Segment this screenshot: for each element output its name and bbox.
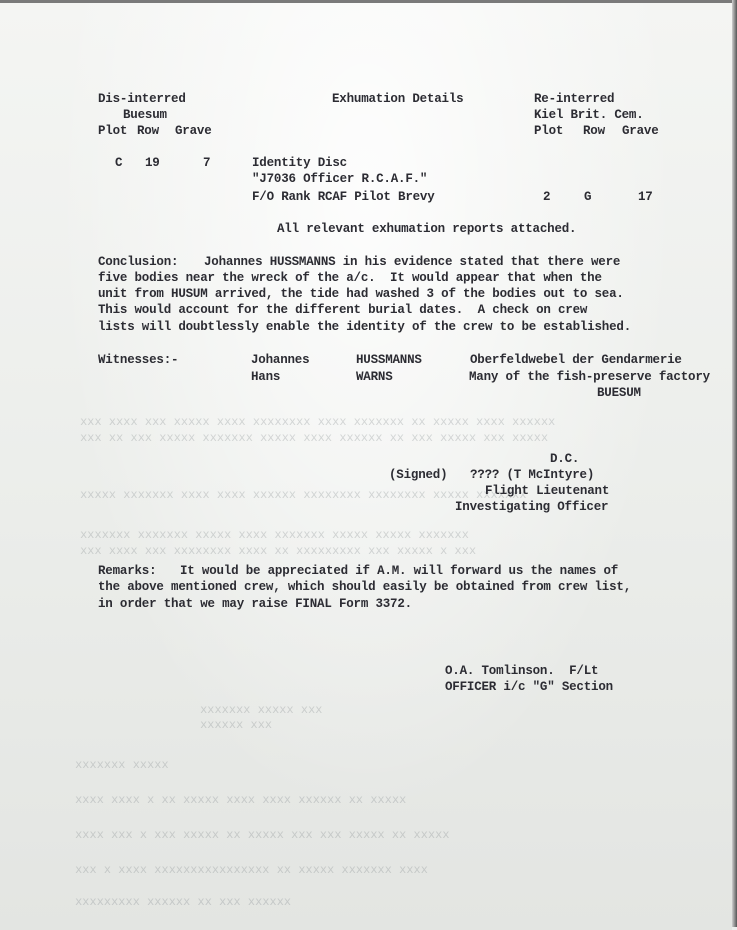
bleed-through-text: xxxxxx xxxx xxxxx xx xxxxxxx xxxx xxxxxxxx xxxx xxxxx xxx xxxx xxx [80, 415, 556, 429]
signatory-title: Investigating Officer [455, 500, 609, 514]
witnesses-label: Witnesses:- [98, 353, 179, 367]
bleed-through-text: xxx xxxxx xxxxxxx [200, 703, 323, 717]
detail-line: Identity Disc [252, 156, 347, 170]
witness-role: Many of the fish-preserve factory [469, 370, 710, 384]
signatory-name: ???? (T McIntyre) [470, 468, 595, 482]
witness-first-name: Johannes [251, 353, 310, 367]
witness-location: BUESUM [597, 386, 641, 400]
attached-note: All relevant exhumation reports attached. [277, 222, 577, 236]
witness-last-name: HUSSMANNS [356, 353, 422, 367]
witness-first-name: Hans [251, 370, 281, 384]
disinterred-plot-value: C [115, 156, 123, 170]
disinterred-place: Buesum [123, 108, 167, 122]
witness-role: Oberfeldwebel der Gendarmerie [470, 353, 682, 367]
signed-label: (Signed) [389, 468, 448, 482]
bleed-through-text: xxx x xxxxx xxx xxxxxxxxx xx xxxx xxxxxxxx xxx xxxx xxx [80, 544, 477, 558]
disinterred-grave-value: 7 [203, 156, 211, 170]
detail-line: F/O Rank RCAF Pilot Brevy [252, 190, 435, 204]
bleed-through-text: xxxxxxx xxxxx xxxxxxxx xxxxxxxx xxxxxx xxxx xxxx xxxxxxx xxxxx [80, 488, 527, 502]
disinterred-row-value: 19 [145, 156, 160, 170]
signature-initials: D.C. [550, 452, 580, 466]
reinterred-grave-value: 17 [638, 190, 653, 204]
conclusion-line: lists will doubtlessly enable the identity of the crew to be established. [98, 320, 631, 334]
conclusion-line: five bodies near the wreck of the a/c. It would appear that when the [98, 271, 602, 285]
bleed-through-text: xxxxxx xxx xx xxxxxx xxxxxxxxx [75, 895, 292, 909]
disinterred-col-row: Row [137, 124, 159, 138]
reinterred-plot-value: 2 [543, 190, 551, 204]
bleed-through-text: xxxxx xx xxxxxx xxxx xxxx xxxxx xx x xxxx xxxx [75, 793, 407, 807]
bleed-through-text: xxxxxxx xxxxx xxxxx xxxxxxx xxxx xxxxx xxxxxxx xxxxxxx [80, 528, 469, 542]
bleed-through-text: xxxxx xx xxxxx xxx xxx xxxxx xx xxxxx xxx x xxx xxxx [75, 828, 450, 842]
page-edge [732, 0, 737, 927]
disinterred-col-grave: Grave [175, 124, 212, 138]
reinterred-label: Re-interred [534, 92, 615, 106]
reinterred-place: Kiel Brit. Cem. [534, 108, 644, 122]
conclusion-line: unit from HUSUM arrived, the tide had washed 3 of the bodies out to sea. [98, 287, 624, 301]
conclusion-label: Conclusion: [98, 255, 179, 269]
detail-line: "J7036 Officer R.C.A.F." [252, 172, 428, 186]
remarks-label: Remarks: [98, 564, 157, 578]
exhumation-details-title: Exhumation Details [332, 92, 464, 106]
officer-title: OFFICER i/c "G" Section [445, 680, 613, 694]
bleed-through-text: xxx xxxxxx [200, 718, 273, 732]
reinterred-col-grave: Grave [622, 124, 659, 138]
conclusion-line: Johannes HUSSMANNS in his evidence stated that there were [204, 255, 621, 269]
bleed-through-text: xxxxx xxxxxxx [75, 758, 169, 772]
signatory-rank: Flight Lieutenant [485, 484, 610, 498]
reinterred-col-row: Row [583, 124, 605, 138]
remarks-line: It would be appreciated if A.M. will forward us the names of [180, 564, 619, 578]
witness-last-name: WARNS [356, 370, 393, 384]
bleed-through-text: xxxxx xxx xxxxx xxx xx xxxxxx xxxx xxxxx xxxxxxx xxxxx xxx xx xxx [80, 431, 549, 445]
reinterred-row-value: G [584, 190, 592, 204]
remarks-line: the above mentioned crew, which should easily be obtained from crew list, [98, 580, 631, 594]
remarks-line: in order that we may raise FINAL Form 3372. [98, 597, 412, 611]
reinterred-col-plot: Plot [534, 124, 564, 138]
officer-name: O.A. Tomlinson. F/Lt [445, 664, 599, 678]
disinterred-label: Dis-interred [98, 92, 186, 106]
bleed-through-text: xxxx xxxxxxx xxxxx xx xxxxxxxxxxxxxxxx xxxx x xxx [75, 863, 428, 877]
disinterred-col-plot: Plot [98, 124, 128, 138]
conclusion-line: This would account for the different burial dates. A check on crew [98, 303, 588, 317]
